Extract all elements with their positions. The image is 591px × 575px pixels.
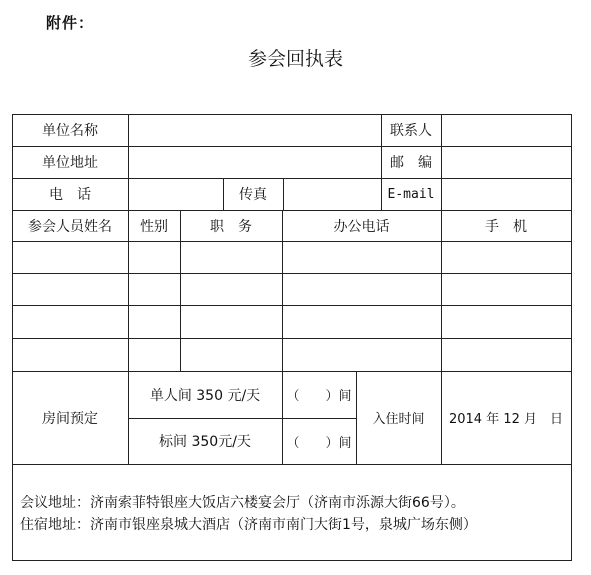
unit-address-field[interactable] xyxy=(129,147,381,178)
fax-label: 传真 xyxy=(239,187,267,203)
standard-room-count[interactable]: （ ）间 xyxy=(286,435,352,451)
row-line xyxy=(12,305,572,306)
row-line xyxy=(12,273,572,274)
attachment-label: 附件： xyxy=(46,14,95,32)
lodging-address: 住宿地址：济南市银座泉城大酒店（济南市南门大街1号，泉城广场东侧） xyxy=(20,517,477,533)
header-mobile: 手 机 xyxy=(485,218,527,235)
unit-name-field[interactable] xyxy=(129,115,381,146)
room-booking-label: 房间预定 xyxy=(42,410,98,427)
checkin-date-field[interactable]: 2014 年 12 月 日 xyxy=(448,412,564,427)
header-office-phone: 办公电话 xyxy=(333,218,390,235)
fax-field[interactable] xyxy=(284,179,381,210)
email-label: E-mail xyxy=(387,186,435,202)
phone-field[interactable] xyxy=(129,179,223,210)
phone-label: 电 话 xyxy=(49,187,91,203)
postcode-label: 邮 编 xyxy=(390,155,432,171)
page-title: 参会回执表 xyxy=(247,48,343,70)
contact-field[interactable] xyxy=(442,115,571,146)
row-line xyxy=(12,241,572,242)
row-line xyxy=(12,464,572,465)
postcode-field[interactable] xyxy=(442,147,571,178)
table-border-right xyxy=(571,114,572,561)
single-room-count[interactable]: （ ）间 xyxy=(286,389,352,404)
unit-name-label: 单位名称 xyxy=(42,123,98,139)
header-gender: 性别 xyxy=(140,218,168,235)
receipt-table xyxy=(12,114,572,561)
header-position: 职 务 xyxy=(210,218,252,235)
table-border-bottom xyxy=(12,560,572,561)
standard-room-label: 标间 350元/天 xyxy=(159,434,251,450)
single-room-label: 单人间 350 元/天 xyxy=(149,387,261,404)
header-attendee-name: 参会人员姓名 xyxy=(28,218,112,235)
contact-label: 联系人 xyxy=(390,123,432,139)
unit-address-label: 单位地址 xyxy=(42,155,98,171)
meeting-address: 会议地址：济南索菲特银座大饭店六楼宴会厅（济南市泺源大街66号）。 xyxy=(20,495,465,511)
row-line xyxy=(12,338,572,339)
email-field[interactable] xyxy=(442,179,571,210)
checkin-label: 入住时间 xyxy=(372,412,425,427)
